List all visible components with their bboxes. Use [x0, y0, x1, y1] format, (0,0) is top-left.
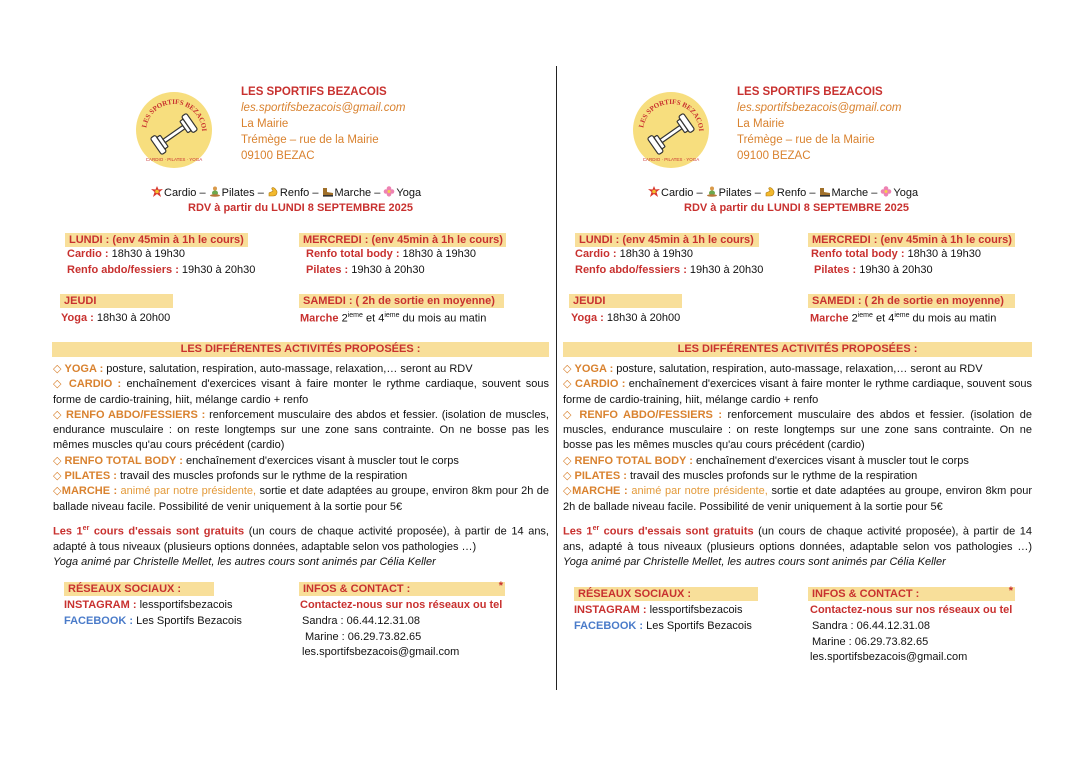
club-logo [633, 92, 709, 168]
contact-marine[interactable]: Marine : 06.29.73.82.65 [305, 630, 422, 643]
desc-renfo-text: renforcement musculaire des abdos et fessier. (isolation de muscles, endurance musculaire : on reste longtemps sur une zone sans contrainte. On ne bosse pas les mêmes muscles qu'au cours précédent (cardio) [563, 408, 1032, 452]
contact-star: * [1008, 585, 1013, 597]
lundi-row-1-label: Cardio : [575, 248, 617, 260]
contact-star: * [498, 580, 503, 592]
samedi-text-b: et 4 [362, 312, 385, 325]
desc-cardio-key: CARDIO : [68, 378, 122, 391]
bullet-icon: ◇ [563, 470, 572, 483]
meditation-icon [209, 186, 221, 197]
lundi-row-1 [575, 248, 693, 260]
samedi-sup-1: ieme [857, 312, 873, 319]
contact-headline: Contactez-nous sur nos réseaux ou tel [300, 599, 503, 611]
lundi-row-2-label: Renfo abdo/fessiers : [67, 264, 179, 276]
rdv-date: RDV à partir du LUNDI 8 SEPTEMBRE 2025 [684, 202, 909, 214]
bullet-icon: ◇ [563, 485, 573, 498]
mercredi-row-2-label: Pilates : [306, 264, 349, 276]
mercredi-row-1-label: Renfo total body : [306, 248, 400, 260]
logo-subtext: CARDIO · PILATES · YOGA [642, 157, 700, 162]
org-address-1: La Mairie [241, 118, 289, 130]
samedi-title: SAMEDI : ( 2h de sortie en moyenne) [299, 294, 504, 308]
lundi-row-1-time: 18h30 à 19h30 [108, 248, 186, 260]
mercredi-title: MERCREDI : (env 45min à 1h le cours) [808, 233, 1015, 247]
bullet-icon: ◇ [563, 378, 572, 391]
activity-pilates: Pilates – [718, 187, 761, 199]
lundi-row-2 [67, 264, 255, 276]
bullet-icon: ◇ [563, 408, 574, 421]
facebook-label: FACEBOOK : [64, 614, 134, 627]
jeudi-row-1-label: Yoga : [571, 312, 604, 324]
contact-title [299, 582, 505, 596]
jeudi-row-1 [61, 312, 170, 324]
bullet-icon: ◇ [53, 363, 62, 375]
jeudi-title: JEUDI [569, 294, 682, 308]
free-trial-text: (un cours de chaque activité proposée), à partir de 14 ans, adapté à tous niveaux (plusieurs options données, adaptable selon vos pathologies …) [563, 525, 1033, 553]
desc-pilates-text: travail des muscles profonds sur le rythme de la respiration [626, 470, 918, 483]
samedi-sup-2: ieme [384, 312, 400, 319]
bullet-icon: ◇ [563, 454, 572, 467]
social-block [64, 598, 242, 630]
samedi-row-1 [810, 312, 996, 325]
org-address-3: 09100 BEZAC [737, 150, 811, 162]
samedi-text-a: 2 [848, 312, 858, 325]
samedi-text-b: et 4 [872, 312, 895, 325]
facebook-page[interactable]: Les Sportifs Bezacois [133, 614, 242, 627]
lundi-row-2 [575, 264, 763, 276]
desc-renfo [563, 408, 1032, 454]
hiking-boot-icon [819, 186, 831, 197]
desc-cardio [563, 377, 1032, 408]
mercredi-row-2-time: 19h30 à 20h30 [348, 264, 425, 276]
desc-cardio [53, 377, 549, 408]
muscle-arm-icon [764, 186, 776, 197]
desc-cardio-key: CARDIO : [575, 378, 626, 391]
lundi-title: LUNDI : (env 45min à 1h le cours) [65, 233, 248, 247]
facebook-page[interactable]: Les Sportifs Bezacois [643, 619, 752, 632]
contact-email[interactable]: les.sportifsbezacois@gmail.com [302, 646, 460, 659]
contact-title-text: INFOS & CONTACT : [812, 588, 920, 600]
samedi-text-c: du mois au matin [399, 312, 487, 325]
lundi-row-2-label: Renfo abdo/fessiers : [575, 264, 687, 276]
bullet-icon: ◇ [53, 485, 62, 498]
activity-cardio: Cardio – [661, 187, 703, 199]
social-block [574, 603, 752, 635]
flyer-right [558, 0, 1080, 764]
free-trial-b: cours d'essais sont gratuits [599, 525, 754, 538]
org-name: LES SPORTIFS BEZACOIS [737, 86, 883, 98]
samedi-text-a: 2 [338, 312, 348, 325]
desc-total-key: RENFO TOTAL BODY : [574, 454, 693, 467]
contact-sandra[interactable]: Sandra : 06.44.12.31.08 [812, 619, 931, 632]
flower-icon [880, 186, 892, 197]
activity-renfo: Renfo – [279, 187, 319, 199]
instagram-handle[interactable]: lessportifsbezacois [136, 599, 233, 611]
samedi-row-1-label: Marche [300, 312, 339, 325]
logo-text: LES SPORTIFS BEZACOI [637, 97, 706, 132]
mercredi-row-1-label: Renfo total body : [811, 248, 905, 260]
mercredi-row-2-time: 19h30 à 20h30 [856, 264, 933, 276]
desc-total-text: enchaînement d'exercices visant à muscler tout le corps [692, 454, 969, 467]
mercredi-row-1-time: 18h30 à 19h30 [399, 248, 476, 260]
desc-yoga-text: posture, salutation, respiration, auto-massage, relaxation,… seront au RDV [613, 363, 983, 375]
org-address-1: La Mairie [737, 118, 785, 130]
contact-email[interactable]: les.sportifsbezacois@gmail.com [810, 651, 968, 664]
mercredi-row-2 [306, 264, 425, 276]
activity-cardio: Cardio – [164, 187, 206, 199]
contact-title-text: INFOS & CONTACT : [303, 583, 411, 595]
desc-marche-text: sortie et date adaptées au groupe, environ 8km pour 2h de ballade niveau facile. Possibilité de venir uniquement à la sortie pour 5€ [563, 485, 1032, 513]
free-trial-text: (un cours de chaque activité proposée), à partir de 14 ans, adapté à tous niveaux (plusieurs options données, adaptable selon vos pathologies …) [53, 525, 549, 553]
flower-icon [383, 186, 395, 197]
instagram-row [64, 598, 242, 614]
free-trial-sup: er [592, 524, 600, 532]
contact-headline: Contactez-nous sur nos réseaux ou tel [810, 604, 1013, 616]
activity-yoga: Yoga [396, 187, 422, 199]
jeudi-row-1 [571, 312, 680, 324]
social-title: RÉSEAUX SOCIAUX : [64, 582, 214, 596]
desc-renfo [53, 408, 549, 454]
logo-subtext: CARDIO · PILATES · YOGA [145, 157, 203, 162]
desc-marche-key: MARCHE : [572, 485, 628, 498]
club-logo [136, 92, 212, 168]
desc-marche-text: sortie et date adaptées au groupe, environ 8km pour 2h de ballade niveau facile. Possibilité de venir uniquement à la sortie pour 5€ [53, 485, 549, 513]
activities-section-title: LES DIFFÉRENTES ACTIVITÉS PROPOSÉES : [52, 342, 549, 357]
desc-total-text: enchaînement d'exercices visant à muscler tout le corps [182, 454, 459, 467]
activity-marche: Marche – [831, 187, 878, 199]
bullet-icon: ◇ [53, 408, 63, 421]
jeudi-row-1-time: 18h30 à 20h00 [93, 312, 171, 324]
contact-block [300, 598, 502, 661]
mercredi-row-1-time: 18h30 à 19h30 [904, 248, 981, 260]
logo-text: LES SPORTIFS BEZACOI [140, 97, 209, 132]
contact-block [810, 603, 1012, 666]
lundi-row-1 [67, 248, 185, 260]
explosion-icon [648, 186, 660, 197]
org-email: les.sportifsbezacois@gmail.com [241, 102, 406, 114]
samedi-row-1-label: Marche [810, 312, 849, 325]
desc-yoga [563, 362, 1032, 377]
desc-yoga [53, 362, 549, 377]
org-info [241, 84, 405, 164]
contact-title [808, 587, 1015, 601]
mercredi-title: MERCREDI : (env 45min à 1h le cours) [299, 233, 506, 247]
rdv-date: RDV à partir du LUNDI 8 SEPTEMBRE 2025 [188, 202, 413, 214]
svg-text:LES SPORTIFS BEZACOIS [136, 92, 208, 132]
org-info [737, 84, 901, 164]
social-title: RÉSEAUX SOCIAUX : [574, 587, 758, 601]
desc-cardio-text: enchaînement d'exercices visant à faire monter le rythme cardiaque, souvent sous forme de cardio-training, hiit, mélange cardio + renfo [53, 378, 550, 406]
instructors-text: Yoga animé par Christelle Mellet, les autres cours sont animés par Célia Keller [563, 556, 946, 569]
activity-marche: Marche – [334, 187, 381, 199]
activities-section-title: LES DIFFÉRENTES ACTIVITÉS PROPOSÉES : [563, 342, 1032, 357]
mercredi-row-1 [306, 248, 476, 260]
desc-pilates-text: travail des muscles profonds sur le rythme de la respiration [116, 470, 408, 483]
org-address-2: Trémège – rue de la Mairie [241, 134, 379, 146]
desc-marche-presidente: animé par notre présidente, [117, 485, 257, 498]
bullet-icon: ◇ [563, 363, 572, 375]
muscle-arm-icon [267, 186, 279, 197]
free-trial-a: Les 1 [53, 525, 83, 538]
desc-total-body [53, 454, 549, 469]
explosion-icon [151, 186, 163, 197]
desc-yoga-key: YOGA : [574, 363, 614, 375]
free-trial-sup: er [82, 524, 90, 532]
bullet-icon: ◇ [53, 470, 62, 483]
samedi-text-c: du mois au matin [909, 312, 997, 325]
free-trial [53, 521, 549, 555]
org-email: les.sportifsbezacois@gmail.com [737, 102, 902, 114]
desc-cardio-text: enchaînement d'exercices visant à faire monter le rythme cardiaque, souvent sous forme de cardio-training, hiit, mélange cardio + renfo [563, 378, 1033, 406]
desc-marche-presidente: animé par notre présidente, [627, 485, 768, 498]
desc-pilates-key: PILATES : [64, 470, 117, 483]
instagram-label: INSTAGRAM : [64, 599, 137, 611]
lundi-row-2-time: 19h30 à 20h30 [178, 264, 256, 276]
facebook-label: FACEBOOK : [574, 619, 644, 632]
activity-pilates: Pilates – [221, 187, 264, 199]
free-trial-a: Les 1 [563, 525, 593, 538]
desc-marche-key: MARCHE : [61, 485, 118, 498]
free-trial-b: cours d'essais sont gratuits [89, 525, 245, 538]
activities-descriptions [563, 362, 1032, 571]
activities-bar [151, 186, 421, 199]
desc-pilates-key: PILATES : [574, 470, 627, 483]
instagram-row [574, 603, 752, 619]
bullet-icon: ◇ [53, 454, 62, 467]
bullet-icon: ◇ [53, 378, 64, 391]
instructors [53, 555, 549, 570]
desc-pilates [563, 469, 1032, 484]
jeudi-row-1-time: 18h30 à 20h00 [603, 312, 681, 324]
contact-sandra[interactable]: Sandra : 06.44.12.31.08 [302, 614, 421, 627]
hiking-boot-icon [322, 186, 334, 197]
facebook-row [64, 614, 242, 630]
svg-text:LES SPORTIFS BEZACOIS [633, 92, 705, 132]
mercredi-row-1 [811, 248, 981, 260]
instructors-text: Yoga animé par Christelle Mellet, les autres cours sont animés par Célia Keller [53, 556, 436, 569]
lundi-row-2-time: 19h30 à 20h30 [686, 264, 764, 276]
facebook-row [574, 619, 752, 635]
activities-descriptions [53, 362, 549, 571]
mercredi-row-2 [814, 264, 933, 276]
desc-yoga-key: YOGA : [64, 363, 104, 375]
desc-renfo-key: RENFO ABDO/FESSIERS : [579, 408, 723, 421]
free-trial [563, 521, 1032, 571]
instagram-handle[interactable]: lessportifsbezacois [646, 604, 743, 616]
lundi-title: LUNDI : (env 45min à 1h le cours) [575, 233, 759, 247]
dumbbell-icon [633, 92, 709, 168]
activities-bar [648, 186, 918, 199]
activity-renfo: Renfo – [776, 187, 816, 199]
org-name: LES SPORTIFS BEZACOIS [241, 86, 387, 98]
desc-renfo-key: RENFO ABDO/FESSIERS : [66, 408, 206, 421]
instagram-label: INSTAGRAM : [574, 604, 647, 616]
jeudi-title: JEUDI [60, 294, 173, 308]
samedi-row-1 [300, 312, 486, 325]
contact-marine[interactable]: Marine : 06.29.73.82.65 [812, 635, 929, 648]
desc-total-key: RENFO TOTAL BODY : [64, 454, 183, 467]
lundi-row-1-label: Cardio : [67, 248, 109, 260]
org-address-2: Trémège – rue de la Mairie [737, 134, 875, 146]
mercredi-row-2-label: Pilates : [814, 264, 857, 276]
meditation-icon [706, 186, 718, 197]
samedi-sup-2: ieme [894, 312, 910, 319]
dumbbell-icon [136, 92, 212, 168]
org-address-3: 09100 BEZAC [241, 150, 315, 162]
desc-yoga-text: posture, salutation, respiration, auto-massage, relaxation,… seront au RDV [103, 363, 473, 375]
desc-marche [53, 484, 549, 515]
samedi-title: SAMEDI : ( 2h de sortie en moyenne) [808, 294, 1015, 308]
desc-renfo-text: renforcement musculaire des abdos et fessier. (isolation de muscles, endurance musculaire : on reste longtemps sur une zone sans contrainte. On ne bosse pas les mêmes muscles qu'au cours précédent (cardio) [53, 408, 549, 452]
activity-yoga: Yoga [893, 187, 919, 199]
lundi-row-1-time: 18h30 à 19h30 [616, 248, 694, 260]
jeudi-row-1-label: Yoga : [61, 312, 94, 324]
desc-pilates [53, 469, 549, 484]
samedi-sup-1: ieme [347, 312, 363, 319]
desc-marche [563, 484, 1032, 515]
desc-total-body [563, 454, 1032, 469]
